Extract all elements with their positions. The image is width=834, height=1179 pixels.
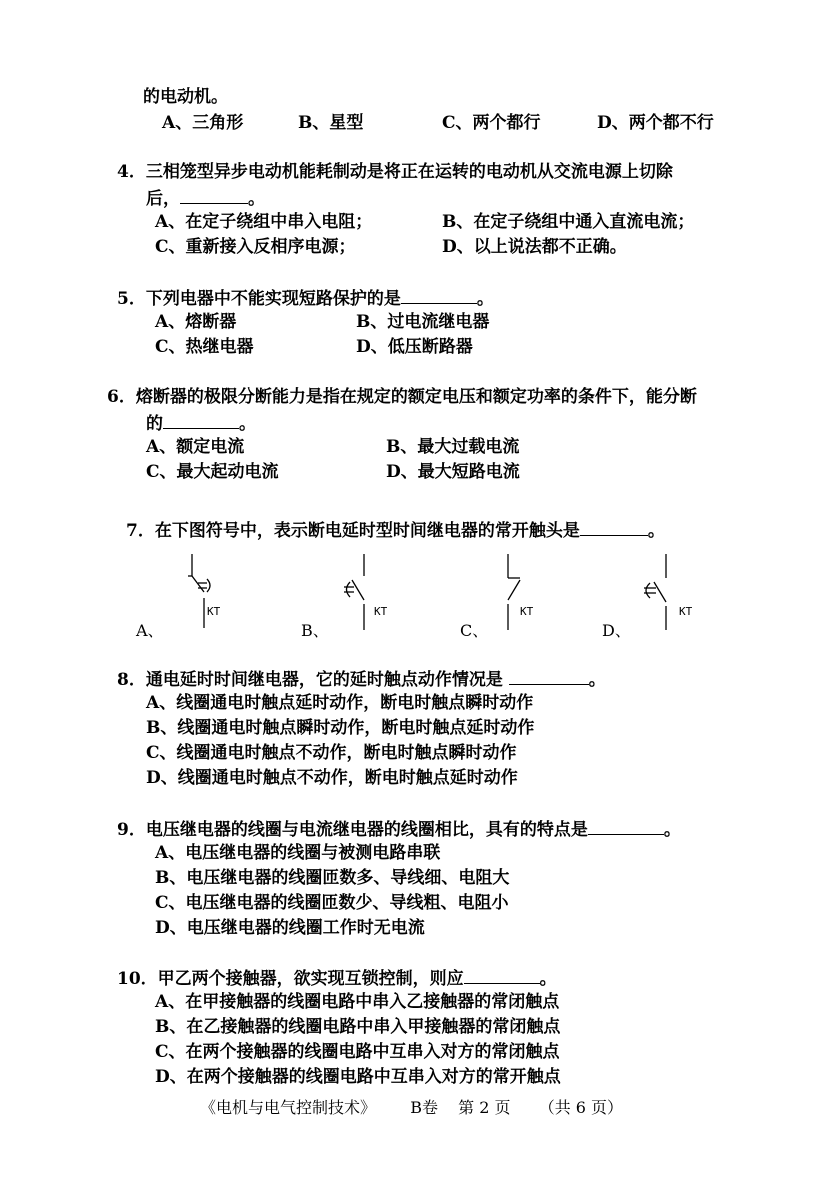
- q7-number: 7．: [126, 521, 155, 541]
- contact-c-kt-label: KT: [520, 605, 534, 618]
- q5-option-d: D、低压断路器: [356, 337, 473, 357]
- q4-number: 4．: [117, 162, 146, 182]
- q5-stem: 下列电器中不能实现短路保护的是: [145, 289, 401, 309]
- q4-option-d: D、以上说法都不正确。: [442, 237, 627, 257]
- contact-symbol-a: [180, 552, 220, 634]
- q4-option-a: A、在定子绕组中串入电阻；: [155, 212, 373, 232]
- q5-stem-suffix: 。: [476, 289, 494, 309]
- q9-stem-suffix: 。: [663, 820, 681, 840]
- q8-option-a: A、线圈通电时触点延时动作，断电时触点瞬时动作: [146, 693, 534, 713]
- contact-b-label: B、: [301, 621, 329, 640]
- q10-option-a: A、在甲接触器的线圈电路中串入乙接触器的常闭触点: [155, 992, 560, 1012]
- q5-number: 5．: [117, 289, 146, 309]
- contact-symbol-c: [500, 552, 534, 634]
- q6-stem-prefix: 的: [146, 414, 163, 434]
- q4-question: [117, 162, 673, 182]
- q6-number: 6．: [107, 387, 136, 407]
- q10-option-b: B、在乙接触器的线圈电路中串入甲接触器的常闭触点: [155, 1017, 561, 1037]
- q4-stem-prefix: 后，: [146, 189, 180, 209]
- q6-stem-suffix: 。: [239, 414, 256, 434]
- q6-stem-line1: 熔断器的极限分断能力是指在规定的额定电压和额定功率的条件下，能分断: [135, 387, 697, 407]
- q9-option-d: D、电压继电器的线圈工作时无电流: [155, 918, 425, 938]
- q8-stem-suffix: 。: [588, 670, 606, 690]
- q3-option-b: B、星型: [298, 113, 364, 133]
- q6-answer-blank[interactable]: [163, 412, 239, 429]
- footer-total-pages: （共 6 页）: [538, 1098, 624, 1117]
- contact-b-kt-label: KT: [374, 605, 388, 618]
- q7-question: [126, 519, 665, 541]
- q7-stem-suffix: 。: [647, 521, 665, 541]
- q10-stem-suffix: 。: [539, 969, 557, 989]
- q8-option-c: C、线圈通电时触点不动作，断电时触点瞬时动作: [146, 743, 517, 763]
- q4-answer-blank[interactable]: [180, 187, 248, 204]
- q9-answer-blank[interactable]: [588, 818, 664, 835]
- q8-stem: 通电延时时间继电器，它的延时触点动作情况是: [145, 670, 509, 690]
- q7-answer-blank[interactable]: [580, 519, 648, 536]
- footer-book-title: 《电机与电气控制技术》: [200, 1098, 377, 1117]
- q3-option-c: C、两个都行: [442, 113, 541, 133]
- q5-question: [117, 287, 494, 309]
- q7-stem: 在下图符号中，表示断电延时型时间继电器的常开触头是: [154, 521, 580, 541]
- q4-stem-line2: [146, 187, 265, 209]
- contact-d-label: D、: [602, 621, 631, 640]
- footer-page-number: 第 2 页: [458, 1098, 511, 1117]
- q9-option-c: C、电压继电器的线圈匝数少、导线粗、电阻小: [155, 893, 509, 913]
- q8-question: [117, 668, 606, 690]
- q5-option-a: A、熔断器: [155, 312, 237, 332]
- q3-stem-cont: 的电动机。: [143, 87, 228, 107]
- q9-question: [117, 818, 681, 840]
- q9-option-a: A、电压继电器的线圈与被测电路串联: [155, 843, 441, 863]
- q5-option-b: B、过电流继电器: [356, 312, 490, 332]
- q4-stem-line1: 三相笼型异步电动机能耗制动是将正在运转的电动机从交流电源上切除: [145, 162, 673, 182]
- q10-option-d: D、在两个接触器的线圈电路中互串入对方的常开触点: [155, 1067, 561, 1087]
- q10-number: 10．: [117, 969, 158, 989]
- q3-option-a: A、三角形: [162, 113, 244, 133]
- q6-option-a: A、额定电流: [146, 437, 245, 457]
- page-footer: [200, 1095, 623, 1118]
- contact-symbol-b: [340, 552, 380, 634]
- q8-answer-blank[interactable]: [509, 668, 589, 685]
- q8-option-b: B、线圈通电时触点瞬时动作，断电时触点延时动作: [146, 718, 535, 738]
- q6-option-c: C、最大起动电流: [146, 462, 279, 482]
- q6-option-b: B、最大过载电流: [386, 437, 520, 457]
- q6-question: [107, 387, 697, 407]
- contact-c-label: C、: [460, 621, 489, 640]
- q6-stem-line2: [146, 412, 256, 434]
- q3-option-d: D、两个都不行: [597, 113, 714, 133]
- q10-question: [117, 967, 557, 989]
- q6-option-d: D、最大短路电流: [386, 462, 520, 482]
- q4-option-b: B、在定子绕组中通入直流电流；: [442, 212, 695, 232]
- q5-option-c: C、热继电器: [155, 337, 254, 357]
- q9-option-b: B、电压继电器的线圈匝数多、导线细、电阻大: [155, 868, 510, 888]
- contact-d-kt-label: KT: [679, 605, 693, 618]
- q9-stem: 电压继电器的线圈与电流继电器的线圈相比，具有的特点是: [145, 820, 588, 840]
- q8-number: 8．: [117, 670, 146, 690]
- contact-a-label: A、: [136, 621, 164, 640]
- q4-stem-suffix: 。: [248, 189, 265, 209]
- q8-option-d: D、线圈通电时触点不动作，断电时触点延时动作: [146, 768, 518, 788]
- contact-symbol-d: [636, 552, 680, 634]
- q10-answer-blank[interactable]: [464, 967, 540, 984]
- q4-option-c: C、重新接入反相序电源；: [155, 237, 356, 257]
- q10-stem: 甲乙两个接触器，欲实现互锁控制，则应: [157, 969, 464, 989]
- q5-answer-blank[interactable]: [401, 287, 477, 304]
- contact-a-kt-label: KT: [207, 605, 221, 618]
- q10-option-c: C、在两个接触器的线圈电路中互串入对方的常闭触点: [155, 1042, 560, 1062]
- footer-volume: B卷: [410, 1098, 438, 1117]
- q9-number: 9．: [117, 820, 146, 840]
